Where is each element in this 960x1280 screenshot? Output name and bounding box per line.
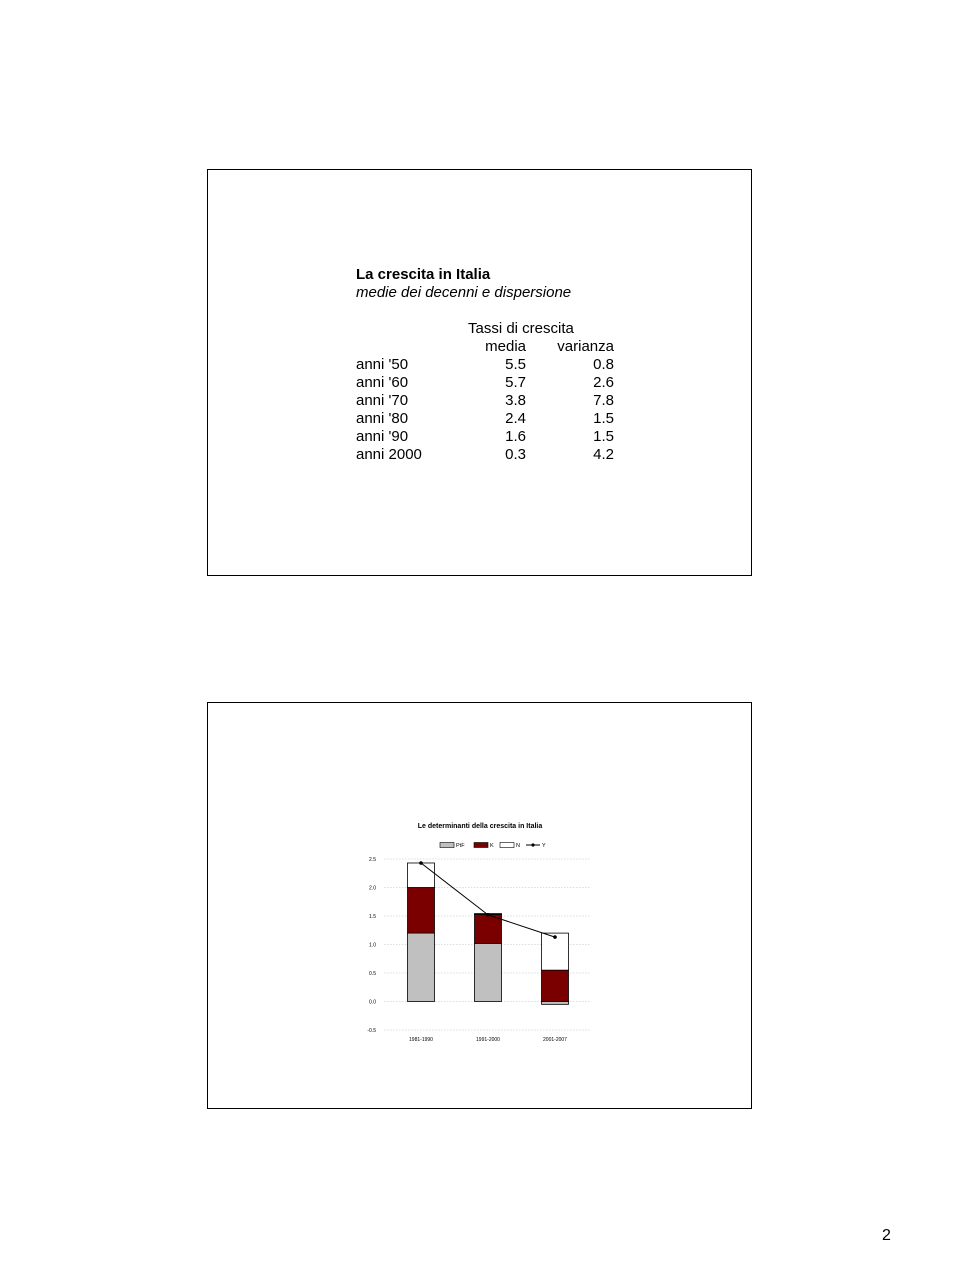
table-row [356, 392, 614, 410]
cell-varianza: 0.8 [593, 356, 614, 373]
column-header-varianza: varianza [557, 338, 614, 355]
page-number: 2 [882, 1227, 891, 1244]
slide-title: La crescita in Italia [356, 266, 491, 283]
row-label: anni '70 [356, 392, 409, 409]
point-y [486, 913, 490, 917]
bar-k [542, 970, 569, 1001]
legend-label: PtF [456, 843, 465, 850]
x-tick-label: 1981-1990 [409, 1037, 433, 1043]
legend-label: Y [542, 843, 546, 850]
row-label: anni 2000 [356, 446, 422, 463]
legend-swatch-ptf [440, 843, 454, 848]
legend-swatch-k [474, 843, 488, 848]
y-tick-label: 1.5 [369, 914, 376, 920]
table-row [356, 356, 614, 374]
point-y [553, 935, 557, 939]
y-tick-label: 2.0 [369, 885, 376, 892]
legend-label: K [490, 843, 494, 850]
bar-ptf [408, 933, 435, 1001]
legend-label: N [516, 843, 520, 850]
slide-growth-table [207, 169, 752, 576]
table-row [356, 446, 614, 464]
table-row [356, 428, 614, 446]
point-y [419, 861, 423, 865]
cell-varianza: 2.6 [593, 374, 614, 391]
growth-determinants-chart [208, 703, 753, 1110]
y-tick-label: -0.5 [367, 1028, 376, 1034]
table-row [356, 410, 614, 428]
bar-k [408, 888, 435, 934]
bar-n [408, 863, 435, 888]
row-label: anni '90 [356, 428, 409, 445]
table-row [356, 374, 614, 392]
cell-varianza: 1.5 [593, 428, 614, 445]
table-header-row [356, 338, 614, 356]
cell-media: 2.4 [505, 410, 526, 427]
cell-varianza: 1.5 [593, 410, 614, 427]
growth-table [356, 338, 614, 464]
row-label: anni '50 [356, 356, 409, 373]
chart-title: Le determinanti della crescita in Italia [417, 823, 543, 830]
cell-media: 5.5 [505, 356, 526, 373]
cell-media: 1.6 [505, 428, 526, 445]
y-tick-label: 2.5 [369, 857, 376, 863]
legend-swatch-n [500, 843, 514, 848]
bar-ptf [542, 1002, 569, 1005]
y-tick-label: 1.0 [369, 942, 376, 949]
y-tick-label: 0.5 [369, 971, 376, 977]
x-tick-label: 2001-2007 [543, 1037, 567, 1043]
x-tick-label: 1991-2000 [476, 1037, 500, 1043]
cell-varianza: 7.8 [593, 392, 614, 409]
row-label: anni '80 [356, 410, 409, 427]
cell-media: 5.7 [505, 374, 526, 391]
bar-ptf [475, 943, 502, 1001]
y-tick-label: 0.0 [369, 999, 376, 1006]
slide-growth-chart [207, 702, 752, 1109]
row-label: anni '60 [356, 374, 409, 391]
table-group-header: Tassi di crescita [468, 320, 574, 337]
legend-marker-y [531, 843, 534, 846]
slide-subtitle: medie dei decenni e dispersione [356, 284, 572, 301]
cell-media: 0.3 [505, 446, 526, 463]
cell-media: 3.8 [505, 392, 526, 409]
cell-varianza: 4.2 [593, 446, 614, 463]
column-header-media: media [485, 338, 526, 355]
